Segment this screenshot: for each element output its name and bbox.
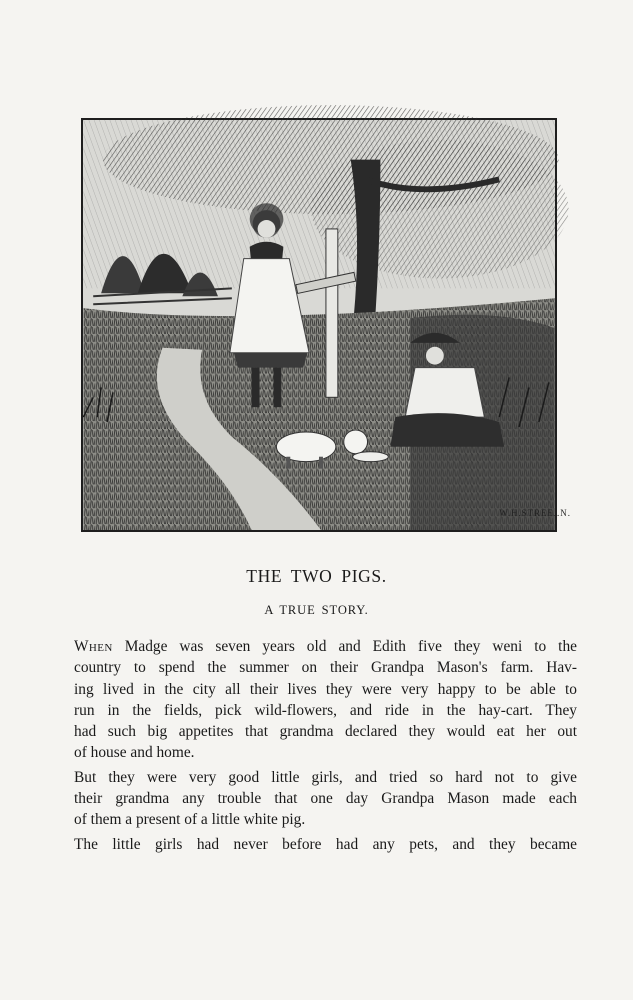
artist-signature: W.H.STREE..N. xyxy=(499,508,571,519)
paragraph-line: But they were very good little girls, and tried so hard not to give xyxy=(74,768,577,786)
story-title: THE TWO PIGS. xyxy=(246,566,387,586)
paragraph-lead-word: When xyxy=(74,638,113,655)
paragraph-line: run in the fields, pick wild-flowers, and ride in the hay-cart. They xyxy=(74,701,577,719)
story-body xyxy=(74,636,577,858)
paragraph-line: their grandma any trouble that one day Grandpa Mason made each xyxy=(74,790,577,808)
story-subtitle: A TRUE STORY. xyxy=(264,603,369,617)
paragraph-2 xyxy=(74,767,577,831)
engraving-illustration xyxy=(81,118,571,532)
line-text: Madge was seven years old and Edith five they weni to the xyxy=(112,638,577,655)
paragraph-1 xyxy=(74,636,577,764)
paragraph-line xyxy=(74,636,577,657)
paragraph-3 xyxy=(74,834,577,855)
paragraph-line: The little girls had never before had any pets, and they became xyxy=(74,835,577,853)
paragraph-line: of house and home. xyxy=(74,744,195,762)
paragraph-line: country to spend the summer on their Grandpa Mason's farm. Hav- xyxy=(74,659,577,677)
paragraph-line: ing lived in the city all their lives they were very happy to be able to xyxy=(74,680,577,698)
paragraph-line: of them a present of a little white pig. xyxy=(74,811,306,829)
paragraph-line: had such big appetites that grandma declared they would eat her out xyxy=(74,723,577,741)
illustration-drawing xyxy=(83,120,571,530)
